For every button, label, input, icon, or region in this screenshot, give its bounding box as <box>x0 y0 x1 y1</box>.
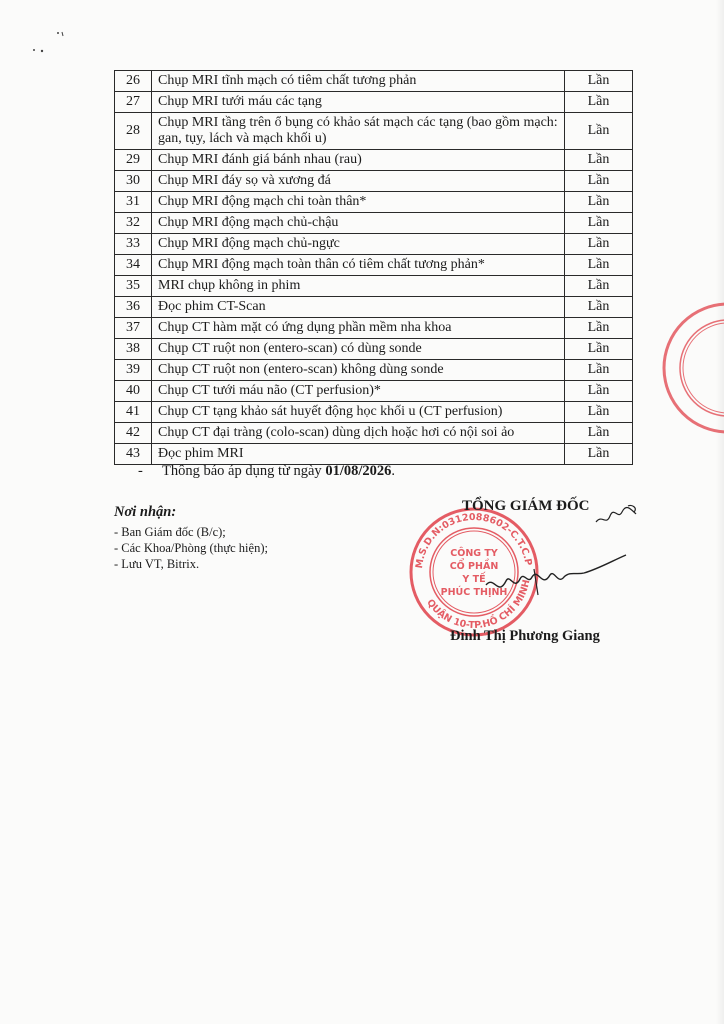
service-name: Chụp CT đại tràng (colo-scan) dùng dịch hoặc hơi có nội soi ảo <box>152 423 565 444</box>
unit-cell: Lần <box>565 276 633 297</box>
initials-mark <box>592 500 642 530</box>
unit-cell: Lần <box>565 213 633 234</box>
services-table <box>114 70 633 465</box>
row-number: 26 <box>115 71 152 92</box>
svg-text:PHÚC THỊNH: PHÚC THỊNH <box>440 587 508 598</box>
signer-title: TỔNG GIÁM ĐỐC <box>462 498 590 514</box>
handwritten-signature <box>480 545 630 615</box>
table-row <box>115 318 633 339</box>
service-name: Chụp MRI tĩnh mạch có tiêm chất tương phản <box>152 71 565 92</box>
service-name: Chụp MRI đáy sọ và xương đá <box>152 171 565 192</box>
row-number: 29 <box>115 150 152 171</box>
effective-notice <box>138 463 395 480</box>
unit-cell: Lần <box>565 360 633 381</box>
svg-text:Y TẾ: Y TẾ <box>462 574 486 585</box>
row-number: 33 <box>115 234 152 255</box>
row-number: 36 <box>115 297 152 318</box>
service-name: Chụp CT tưới máu não (CT perfusion)* <box>152 381 565 402</box>
notice-dash: - <box>138 463 143 479</box>
table-row <box>115 255 633 276</box>
unit-cell: Lần <box>565 444 633 465</box>
table-row <box>115 402 633 423</box>
table-row <box>115 339 633 360</box>
svg-text:CỔ PHẦN: CỔ PHẦN <box>449 561 499 572</box>
unit-cell: Lần <box>565 297 633 318</box>
unit-cell: Lần <box>565 171 633 192</box>
unit-cell: Lần <box>565 423 633 444</box>
service-name: Chụp MRI động mạch chủ-chậu <box>152 213 565 234</box>
recipient-item: - Ban Giám đốc (B/c); <box>114 525 226 539</box>
svg-text:CÔNG TY: CÔNG TY <box>450 548 498 559</box>
unit-cell: Lần <box>565 71 633 92</box>
unit-cell: Lần <box>565 192 633 213</box>
table-row <box>115 213 633 234</box>
row-number: 31 <box>115 192 152 213</box>
table-row <box>115 92 633 113</box>
recipients-block <box>114 504 268 572</box>
table-row <box>115 150 633 171</box>
unit-cell: Lần <box>565 234 633 255</box>
table-row <box>115 234 633 255</box>
unit-cell: Lần <box>565 339 633 360</box>
unit-cell: Lần <box>565 402 633 423</box>
table-row <box>115 381 633 402</box>
service-name: Chụp MRI động mạch chủ-ngực <box>152 234 565 255</box>
scan-specks <box>28 30 68 60</box>
table-row <box>115 113 633 150</box>
row-number: 40 <box>115 381 152 402</box>
unit-cell: Lần <box>565 255 633 276</box>
service-name: Chụp CT ruột non (entero-scan) không dùng sonde <box>152 360 565 381</box>
svg-text:QUẬN 10-TP.HỒ CHÍ MINH: QUẬN 10-TP.HỒ CHÍ MINH <box>424 578 533 632</box>
service-name: Chụp MRI đánh giá bánh nhau (rau) <box>152 150 565 171</box>
service-name: Chụp CT hàm mặt có ứng dụng phần mềm nha khoa <box>152 318 565 339</box>
row-number: 32 <box>115 213 152 234</box>
unit-cell: Lần <box>565 318 633 339</box>
signer-name: Đinh Thị Phương Giang <box>450 628 600 644</box>
row-number: 34 <box>115 255 152 276</box>
table-row <box>115 171 633 192</box>
row-number: 42 <box>115 423 152 444</box>
service-name: Chụp MRI động mạch chi toàn thân* <box>152 192 565 213</box>
row-number: 38 <box>115 339 152 360</box>
row-number: 27 <box>115 92 152 113</box>
notice-end: . <box>391 463 395 479</box>
unit-cell: Lần <box>565 113 633 150</box>
table-row <box>115 360 633 381</box>
row-number: 43 <box>115 444 152 465</box>
table-row <box>115 276 633 297</box>
recipient-item: - Lưu VT, Bitrix. <box>114 557 200 571</box>
service-name: MRI chụp không in phim <box>152 276 565 297</box>
service-name: Chụp MRI tầng trên ổ bụng có khảo sát mạch các tạng (bao gồm mạch: gan, tụy, lách và mạch khối u) <box>152 113 565 150</box>
row-number: 39 <box>115 360 152 381</box>
services-table-body <box>115 71 633 465</box>
row-number: 41 <box>115 402 152 423</box>
service-name: Chụp CT ruột non (entero-scan) có dùng sonde <box>152 339 565 360</box>
service-name: Đọc phim CT-Scan <box>152 297 565 318</box>
row-number: 35 <box>115 276 152 297</box>
service-name: Chụp MRI tưới máu các tạng <box>152 92 565 113</box>
recipient-item: - Các Khoa/Phòng (thực hiện); <box>114 541 268 555</box>
effective-date: 01/08/2026 <box>325 463 392 479</box>
partial-seal-stamp <box>638 298 724 438</box>
unit-cell: Lần <box>565 92 633 113</box>
service-name: Chụp MRI động mạch toàn thân có tiêm chất tương phản* <box>152 255 565 276</box>
unit-cell: Lần <box>565 150 633 171</box>
row-number: 28 <box>115 113 152 150</box>
service-name: Chụp CT tạng khảo sát huyết động học khối u (CT perfusion) <box>152 402 565 423</box>
table-row <box>115 71 633 92</box>
svg-text:M.S.D.N:0312088602-C.T.C.P: M.S.D.N:0312088602-C.T.C.P <box>413 511 534 570</box>
table-row <box>115 192 633 213</box>
table-row <box>115 297 633 318</box>
recipients-heading: Nơi nhận: <box>114 504 177 520</box>
table-row <box>115 444 633 465</box>
row-number: 37 <box>115 318 152 339</box>
row-number: 30 <box>115 171 152 192</box>
notice-text: Thông báo áp dụng từ ngày <box>162 463 326 479</box>
unit-cell: Lần <box>565 381 633 402</box>
table-row <box>115 423 633 444</box>
page-edge <box>716 0 724 1024</box>
service-name: Đọc phim MRI <box>152 444 565 465</box>
